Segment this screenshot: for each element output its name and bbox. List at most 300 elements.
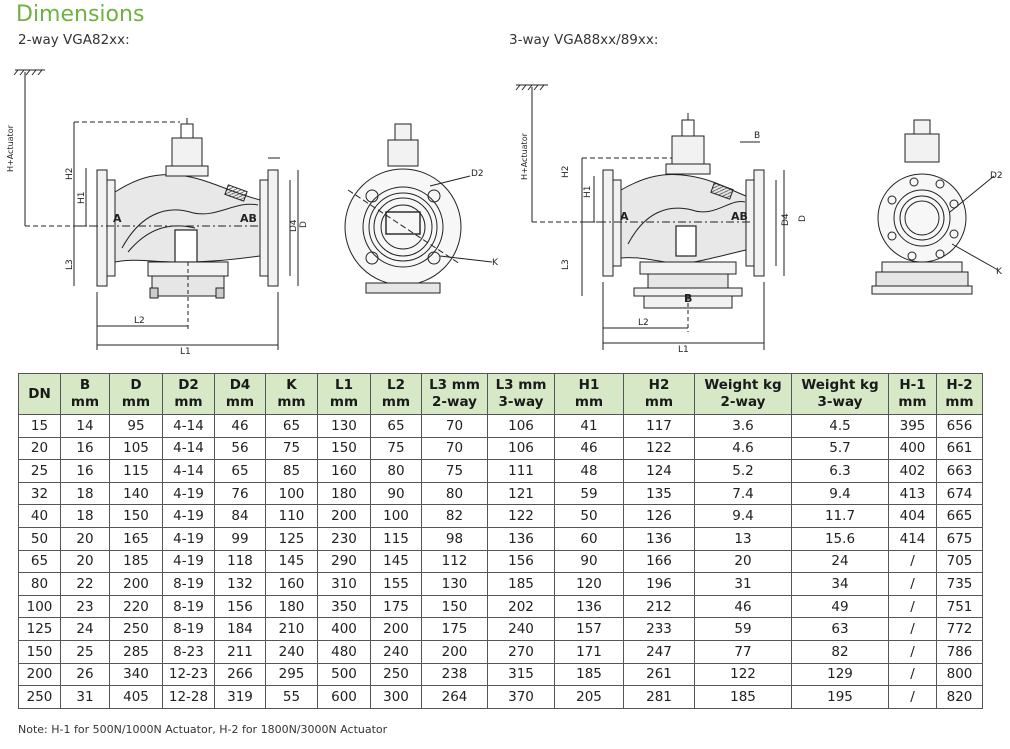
column-header	[266, 374, 318, 415]
column-header-line: H2	[648, 377, 670, 393]
table-cell: 8-19	[163, 595, 215, 618]
table-cell: 125	[19, 618, 61, 641]
table-cell: 200	[19, 663, 61, 686]
table-cell: 14	[61, 415, 110, 438]
column-header-line: K	[286, 377, 297, 393]
table-cell: 25	[19, 460, 61, 483]
column-header	[624, 374, 695, 415]
column-header-line: mm	[225, 394, 255, 410]
subtitle-3-way: 3-way VGA88xx/89xx:	[509, 32, 659, 48]
table-cell: 156	[215, 595, 266, 618]
table-cell: 121	[488, 482, 555, 505]
column-header	[19, 374, 61, 415]
table-cell: 12-28	[163, 686, 215, 709]
page-title: Dimensions	[16, 2, 145, 27]
table-row	[19, 550, 983, 573]
table-cell: 115	[110, 460, 163, 483]
table-row	[19, 618, 983, 641]
table-cell: 49	[792, 595, 889, 618]
table-cell: 4-19	[163, 527, 215, 550]
table-cell: 165	[110, 527, 163, 550]
table-cell: 202	[488, 595, 555, 618]
l2-label: L2	[134, 316, 145, 326]
table-cell: 735	[937, 573, 983, 596]
column-header-line: mm	[121, 394, 151, 410]
table-cell: 140	[110, 482, 163, 505]
table-row	[19, 460, 983, 483]
table-cell: 663	[937, 460, 983, 483]
table-cell: 40	[19, 505, 61, 528]
table-cell: 661	[937, 437, 983, 460]
table-cell: 118	[215, 550, 266, 573]
table-cell: 80	[19, 573, 61, 596]
table-cell: 77	[695, 640, 792, 663]
table-cell: 402	[889, 460, 937, 483]
table-cell: 18	[61, 482, 110, 505]
table-cell: 665	[937, 505, 983, 528]
d4-label-3-way: D4	[781, 213, 791, 226]
table-cell: /	[889, 595, 937, 618]
table-cell: 157	[555, 618, 624, 641]
table-cell: 145	[266, 550, 318, 573]
table-cell: 13	[695, 527, 792, 550]
table-cell: 240	[371, 640, 422, 663]
table-cell: 220	[110, 595, 163, 618]
table-cell: 136	[488, 527, 555, 550]
k-label: K	[492, 258, 498, 268]
column-header	[163, 374, 215, 415]
table-cell: /	[889, 573, 937, 596]
table-cell: 12-23	[163, 663, 215, 686]
table-cell: 11.7	[792, 505, 889, 528]
table-cell: 400	[889, 437, 937, 460]
table-cell: 63	[792, 618, 889, 641]
b-dim-label: B	[754, 131, 761, 141]
table-cell: 98	[422, 527, 488, 550]
column-header-line: H1	[578, 377, 600, 393]
table-cell: 350	[318, 595, 371, 618]
d4-label: D4	[289, 219, 299, 232]
table-cell: 59	[555, 482, 624, 505]
table-cell: 75	[266, 437, 318, 460]
table-cell: 115	[371, 527, 422, 550]
table-cell: 65	[19, 550, 61, 573]
k-label-3-way: K	[996, 267, 1002, 277]
table-row	[19, 437, 983, 460]
column-header-line: 2-way	[432, 394, 477, 410]
valve-2-way-flange-labels	[471, 169, 499, 268]
table-cell: 175	[422, 618, 488, 641]
table-cell: 212	[624, 595, 695, 618]
table-cell: 185	[488, 573, 555, 596]
table-cell: 80	[422, 482, 488, 505]
port-ab-label: AB	[240, 212, 257, 225]
table-cell: 200	[110, 573, 163, 596]
table-cell: 4.5	[792, 415, 889, 438]
table-row	[19, 415, 983, 438]
column-header-line: mm	[329, 394, 359, 410]
table-cell: 126	[624, 505, 695, 528]
table-cell: 150	[110, 505, 163, 528]
table-cell: 285	[110, 640, 163, 663]
table-cell: 90	[555, 550, 624, 573]
l3-label-3-way: L3	[561, 259, 571, 270]
table-cell: 25	[61, 640, 110, 663]
column-header-line: L1	[335, 377, 353, 393]
table-cell: 150	[422, 595, 488, 618]
table-cell: 310	[318, 573, 371, 596]
table-cell: 160	[318, 460, 371, 483]
table-cell: 150	[318, 437, 371, 460]
table-cell: 4-19	[163, 482, 215, 505]
table-cell: 65	[266, 415, 318, 438]
column-header-line: 3-way	[498, 394, 544, 410]
column-header-line: mm	[945, 394, 974, 410]
column-header-line: L3 mm	[495, 377, 547, 393]
table-cell: 34	[792, 573, 889, 596]
column-header-line: mm	[174, 394, 203, 410]
table-cell: 16	[61, 460, 110, 483]
table-cell: 230	[318, 527, 371, 550]
table-cell: 786	[937, 640, 983, 663]
column-header-line: D	[130, 377, 142, 393]
table-cell: 4-19	[163, 505, 215, 528]
table-cell: 76	[215, 482, 266, 505]
table-cell: 480	[318, 640, 371, 663]
column-header-line: D2	[178, 377, 199, 393]
table-cell: 110	[266, 505, 318, 528]
table-cell: 55	[266, 686, 318, 709]
column-header	[422, 374, 488, 415]
table-cell: 65	[215, 460, 266, 483]
table-cell: 266	[215, 663, 266, 686]
l2-label-3-way: L2	[638, 318, 649, 328]
table-cell: 18	[61, 505, 110, 528]
valve-2-way-side-view	[14, 70, 298, 350]
table-cell: 250	[19, 686, 61, 709]
column-header-line: mm	[70, 394, 100, 410]
table-cell: 129	[792, 663, 889, 686]
table-cell: 270	[488, 640, 555, 663]
table-cell: 122	[624, 437, 695, 460]
table-cell: 340	[110, 663, 163, 686]
table-cell: 290	[318, 550, 371, 573]
table-cell: 185	[695, 686, 792, 709]
h2-label-3-way: H2	[561, 165, 571, 178]
column-header	[488, 374, 555, 415]
table-cell: 751	[937, 595, 983, 618]
table-cell: 75	[422, 460, 488, 483]
d-label-3-way: D	[798, 215, 808, 222]
table-cell: 675	[937, 527, 983, 550]
table-row	[19, 595, 983, 618]
table-cell: 319	[215, 686, 266, 709]
d2-label-3-way: D2	[990, 171, 1003, 181]
l1-label: L1	[180, 347, 191, 357]
table-cell: 95	[110, 415, 163, 438]
table-cell: 210	[266, 618, 318, 641]
subtitle-2-way: 2-way VGA82xx:	[18, 32, 130, 48]
table-cell: 175	[371, 595, 422, 618]
table-cell: 106	[488, 437, 555, 460]
table-cell: /	[889, 640, 937, 663]
table-cell: 15.6	[792, 527, 889, 550]
table-cell: 59	[695, 618, 792, 641]
column-header-line: H-2	[946, 377, 973, 393]
table-cell: 5.7	[792, 437, 889, 460]
valve-3-way-flange-labels	[990, 171, 1003, 277]
port-a-label: A	[113, 212, 122, 225]
table-cell: 85	[266, 460, 318, 483]
table-cell: 205	[555, 686, 624, 709]
actuator-label-3-way: H+Actuator	[520, 133, 529, 180]
table-cell: 41	[555, 415, 624, 438]
table-cell: 185	[555, 663, 624, 686]
column-header-line: mm	[574, 394, 604, 410]
table-row	[19, 505, 983, 528]
table-cell: 117	[624, 415, 695, 438]
l1-label-3-way: L1	[678, 345, 689, 355]
table-cell: 80	[371, 460, 422, 483]
h1-label-3-way: H1	[583, 185, 593, 198]
table-cell: 180	[266, 595, 318, 618]
table-cell: 247	[624, 640, 695, 663]
column-header	[110, 374, 163, 415]
table-cell: /	[889, 686, 937, 709]
table-cell: 264	[422, 686, 488, 709]
table-cell: 656	[937, 415, 983, 438]
table-cell: 6.3	[792, 460, 889, 483]
table-cell: 56	[215, 437, 266, 460]
table-cell: 20	[61, 527, 110, 550]
column-header	[792, 374, 889, 415]
table-cell: 120	[555, 573, 624, 596]
table-cell: 145	[371, 550, 422, 573]
table-cell: 99	[215, 527, 266, 550]
table-cell: 8-19	[163, 573, 215, 596]
table-cell: 414	[889, 527, 937, 550]
table-cell: 315	[488, 663, 555, 686]
table-body	[19, 415, 983, 709]
table-cell: 112	[422, 550, 488, 573]
table-cell: 9.4	[792, 482, 889, 505]
table-row	[19, 686, 983, 709]
table-cell: 395	[889, 415, 937, 438]
table-row	[19, 482, 983, 505]
column-header-line: DN	[28, 385, 51, 402]
table-row	[19, 663, 983, 686]
table-cell: 295	[266, 663, 318, 686]
table-cell: 46	[555, 437, 624, 460]
table-cell: 82	[422, 505, 488, 528]
column-header-line: mm	[381, 394, 411, 410]
column-header-line: Weight kg	[704, 377, 782, 393]
d-label: D	[299, 221, 309, 228]
table-cell: 22	[61, 573, 110, 596]
table-cell: 4.6	[695, 437, 792, 460]
table-cell: 136	[624, 527, 695, 550]
table-cell: 9.4	[695, 505, 792, 528]
table-cell: 155	[371, 573, 422, 596]
valve-3-way-flange-view	[872, 120, 998, 294]
table-cell: 26	[61, 663, 110, 686]
column-header-line: H-1	[899, 377, 926, 393]
table-cell: /	[889, 663, 937, 686]
table-cell: 46	[695, 595, 792, 618]
table-cell: 65	[371, 415, 422, 438]
dimensions-table	[18, 373, 983, 709]
table-cell: 124	[624, 460, 695, 483]
table-cell: 16	[61, 437, 110, 460]
table-cell: 233	[624, 618, 695, 641]
table-cell: 125	[266, 527, 318, 550]
column-header-line: 2-way	[720, 394, 766, 410]
table-cell: 130	[318, 415, 371, 438]
valve-2-way-flange-view	[345, 124, 492, 293]
table-cell: 132	[215, 573, 266, 596]
table-cell: 122	[488, 505, 555, 528]
port-a-label-3-way: A	[620, 210, 629, 223]
table-cell: 405	[110, 686, 163, 709]
column-header	[371, 374, 422, 415]
column-header	[937, 374, 983, 415]
table-cell: 100	[266, 482, 318, 505]
column-header	[61, 374, 110, 415]
column-header-line: L3 mm	[429, 377, 480, 393]
table-cell: 4-14	[163, 415, 215, 438]
table-cell: 122	[695, 663, 792, 686]
table-cell: 4-14	[163, 460, 215, 483]
table-cell: 23	[61, 595, 110, 618]
column-header-line: Weight kg	[801, 377, 879, 393]
table-cell: 70	[422, 437, 488, 460]
table-cell: 31	[695, 573, 792, 596]
table-cell: 240	[488, 618, 555, 641]
table-cell: 166	[624, 550, 695, 573]
table-cell: 24	[61, 618, 110, 641]
column-header	[889, 374, 937, 415]
table-cell: 60	[555, 527, 624, 550]
table-cell: 772	[937, 618, 983, 641]
table-cell: 75	[371, 437, 422, 460]
table-cell: 20	[61, 550, 110, 573]
table-cell: 200	[371, 618, 422, 641]
table-cell: 180	[318, 482, 371, 505]
table-cell: 185	[110, 550, 163, 573]
column-header	[318, 374, 371, 415]
footnote: Note: H-1 for 500N/1000N Actuator, H-2 for 1800N/3000N Actuator	[18, 723, 388, 736]
table-cell: 100	[19, 595, 61, 618]
table-cell: 7.4	[695, 482, 792, 505]
table-cell: 8-19	[163, 618, 215, 641]
table-cell: 31	[61, 686, 110, 709]
table-cell: 281	[624, 686, 695, 709]
column-header-line: mm	[644, 394, 674, 410]
table-cell: 200	[422, 640, 488, 663]
table-cell: 20	[19, 437, 61, 460]
table-cell: 400	[318, 618, 371, 641]
table-cell: 48	[555, 460, 624, 483]
table-cell: 15	[19, 415, 61, 438]
table-cell: 90	[371, 482, 422, 505]
table-cell: 106	[488, 415, 555, 438]
table-header-row	[19, 374, 983, 415]
table-cell: /	[889, 618, 937, 641]
table-cell: 160	[266, 573, 318, 596]
table-cell: 32	[19, 482, 61, 505]
table-cell: 674	[937, 482, 983, 505]
table-cell: 4-19	[163, 550, 215, 573]
table-cell: 5.2	[695, 460, 792, 483]
table-cell: 705	[937, 550, 983, 573]
column-header-line: mm	[898, 394, 927, 410]
column-header	[695, 374, 792, 415]
table-cell: 100	[371, 505, 422, 528]
table-cell: 4-14	[163, 437, 215, 460]
table-cell: 196	[624, 573, 695, 596]
table-cell: 500	[318, 663, 371, 686]
table-cell: 156	[488, 550, 555, 573]
table-cell: /	[889, 550, 937, 573]
d2-label: D2	[471, 169, 484, 179]
port-b-label: B	[684, 292, 693, 305]
table-cell: 105	[110, 437, 163, 460]
column-header	[555, 374, 624, 415]
table-cell: 24	[792, 550, 889, 573]
column-header-line: L2	[387, 377, 405, 393]
table-cell: 250	[371, 663, 422, 686]
table-cell: 82	[792, 640, 889, 663]
table-cell: 135	[624, 482, 695, 505]
h2-label: H2	[65, 167, 75, 180]
table-cell: 136	[555, 595, 624, 618]
table-cell: 46	[215, 415, 266, 438]
table-cell: 820	[937, 686, 983, 709]
column-header-line: D4	[229, 377, 251, 393]
dimension-drawings	[0, 52, 1010, 362]
table-row	[19, 573, 983, 596]
table-cell: 20	[695, 550, 792, 573]
table-cell: 250	[110, 618, 163, 641]
h1-label: H1	[77, 191, 87, 204]
table-cell: 240	[266, 640, 318, 663]
table-cell: 238	[422, 663, 488, 686]
l3-label: L3	[65, 259, 75, 270]
column-header-line: B	[79, 377, 91, 393]
actuator-label: H+Actuator	[6, 125, 15, 172]
table-cell: 171	[555, 640, 624, 663]
table-cell: 800	[937, 663, 983, 686]
table-cell: 211	[215, 640, 266, 663]
table-cell: 300	[371, 686, 422, 709]
table-cell: 184	[215, 618, 266, 641]
table-cell: 404	[889, 505, 937, 528]
table-cell: 261	[624, 663, 695, 686]
table-cell: 111	[488, 460, 555, 483]
port-ab-label-3-way: AB	[731, 210, 748, 223]
table-cell: 70	[422, 415, 488, 438]
table-cell: 413	[889, 482, 937, 505]
table-cell: 370	[488, 686, 555, 709]
table-row	[19, 527, 983, 550]
table-cell: 200	[318, 505, 371, 528]
table-cell: 195	[792, 686, 889, 709]
table-row	[19, 640, 983, 663]
table-cell: 50	[555, 505, 624, 528]
table-cell: 3.6	[695, 415, 792, 438]
table-cell: 600	[318, 686, 371, 709]
table-cell: 84	[215, 505, 266, 528]
